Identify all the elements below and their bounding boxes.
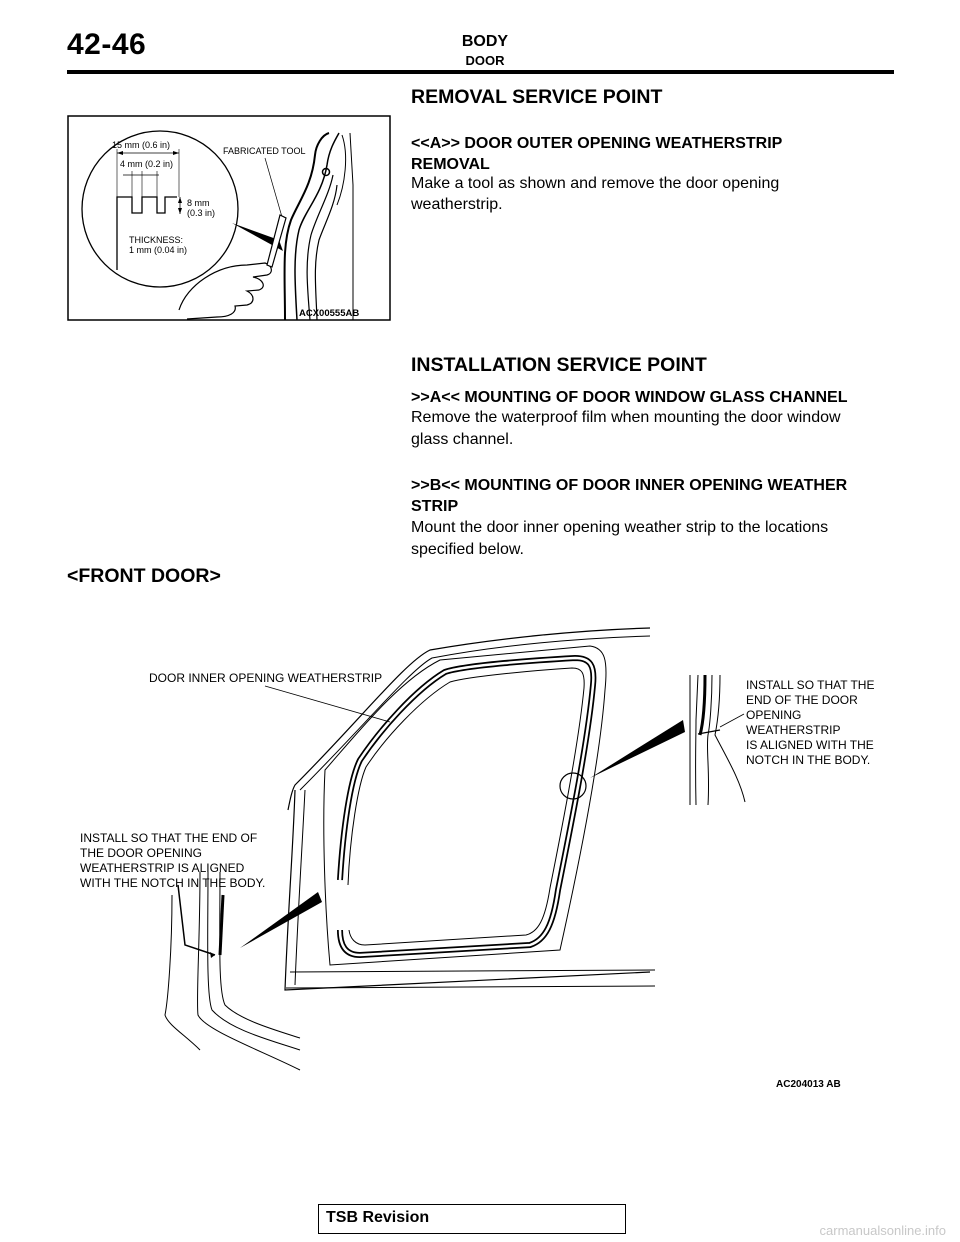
removal-subheading-line2: REMOVAL: [411, 156, 490, 173]
page-number: 42-46: [67, 28, 147, 61]
install-b-text-line2: specified below.: [411, 541, 524, 558]
thickness-value: 1 mm (0.04 in): [129, 245, 188, 255]
figure1-code: ACX00555AB: [299, 308, 360, 319]
removal-text-line2: weatherstrip.: [411, 196, 503, 213]
front-door-heading: <FRONT DOOR>: [67, 565, 221, 587]
dim-4mm-label: 4 mm (0.2 in): [120, 159, 174, 169]
install-b-heading-line1: >>B<< MOUNTING OF DOOR INNER OPENING WEATHER: [411, 477, 848, 494]
watermark: carmanualsonline.info: [819, 1223, 946, 1238]
fabricated-tool-label: FABRICATED TOOL: [223, 146, 306, 156]
section-title: BODY: [461, 33, 509, 50]
install-a-heading: >>A<< MOUNTING OF DOOR WINDOW GLASS CHANNEL: [411, 389, 848, 406]
install-b-text-line1: Mount the door inner opening weather strip to the locations: [411, 519, 829, 536]
removal-subheading-line1: <<A>> DOOR OUTER OPENING WEATHERSTRIP: [411, 135, 783, 152]
front-door-figure: [60, 610, 900, 1100]
left-install-note: INSTALL SO THAT THE END OF THE DOOR OPENING WEATHERSTRIP IS ALIGNED WITH THE NOTCH IN THE BODY.: [80, 831, 266, 890]
weatherstrip-label: DOOR INNER OPENING WEATHERSTRIP: [149, 671, 383, 685]
install-a-text-line2: glass channel.: [411, 431, 514, 448]
dim-8mm-in-label: (0.3 in): [187, 208, 216, 218]
right-install-note: INSTALL SO THAT THE END OF THE DOOR OPENING WEATHERSTRIP IS ALIGNED WITH THE NOTCH IN THE BODY.: [746, 678, 875, 767]
dim-15mm-label: 15 mm (0.6 in): [112, 140, 171, 150]
installation-heading: INSTALLATION SERVICE POINT: [411, 354, 707, 376]
thickness-label: THICKNESS:: [129, 235, 184, 245]
install-b-heading-line2: STRIP: [411, 498, 459, 515]
section-subtitle: DOOR: [465, 53, 505, 68]
install-a-text-line1: Remove the waterproof film when mounting the door window: [411, 409, 841, 426]
removal-heading: REMOVAL SERVICE POINT: [411, 86, 663, 108]
tsb-revision-label: TSB Revision: [326, 1209, 430, 1226]
figure2-code: AC204013 AB: [776, 1079, 841, 1090]
fabricated-tool-figure: [67, 115, 391, 321]
removal-text-line1: Make a tool as shown and remove the door opening: [411, 175, 780, 192]
dim-8mm-label: 8 mm: [187, 198, 210, 208]
header-rule: [67, 70, 894, 74]
